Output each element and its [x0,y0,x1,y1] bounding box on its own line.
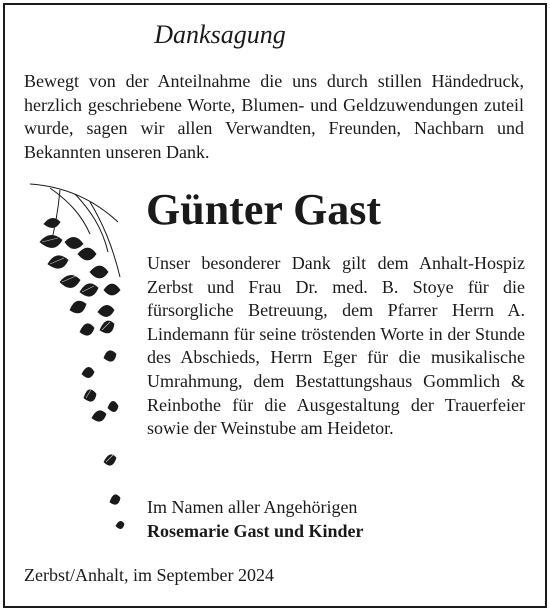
notice-heading: Danksagung [154,20,286,49]
signature-names: Rosemarie Gast und Kinder [147,521,364,541]
thanks-body-text: Unser besonderer Dank gilt dem Anhalt-Hospiz Zerbst und Frau Dr. med. B. Stoye für die fürsorgliche Betreuung, dem Pfarrer Herrn A. Lindemann für seine tröstenden Worte in der Stunde des Abschieds, Herrn Eger für die musikalische Umrahmung, dem Bestattungshaus Gommlich & Reinbothe für die Ausgestaltung der Trauerfeier sowie der Weinstube am Heidetor. [147,253,525,439]
intro-text: Bewegt von der Anteilnahme die uns durch stillen Händedruck, herzlich geschriebene Worte, Blumen- und Geldzuwendungen zuteil wurde, sagen wir allen Verwandten, Freunden, Nachbarn und Bekannten unseren Dank. [24,71,524,162]
signature-line: Im Namen aller Angehörigen [147,497,358,517]
deceased-name: Günter Gast [146,185,382,234]
falling-leaves-icon [20,182,140,542]
place-and-date: Zerbst/Anhalt, im September 2024 [24,565,274,585]
